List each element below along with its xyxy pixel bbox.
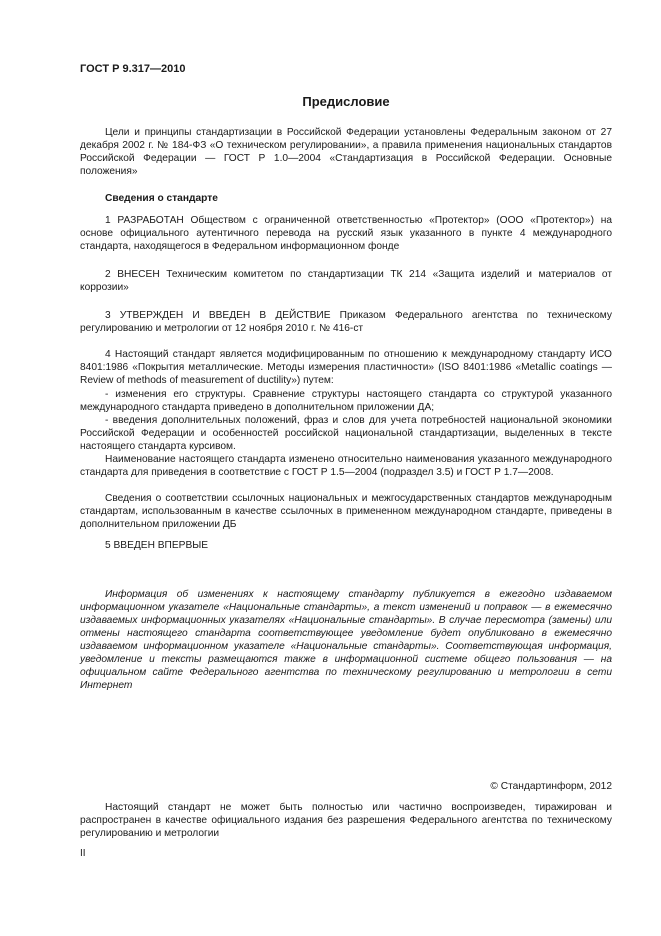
info-notice: Информация об изменениях к настоящему стандарту публикуется в ежегодно издаваемом информационном указателе «Национальные стандарты», а текст изменений и поправок — в ежемесячно издаваемых информационных указателях «Национальные стандарты». В случае пересмотра (замены) или отмены настоящего стандарта соответствующее уведомление будет опубликовано в ежемесячно издаваемом информационном указателе «Национальные стандарты». Соответствующая информация, уведомление и тексты размещаются также в информационной системе общего пользования — на официальном сайте Федерального агентства по техническому регулированию и метрологии в сети Интернет <box>80 589 612 691</box>
item-2: 2 ВНЕСЕН Техническим комитетом по стандартизации ТК 214 «Защита изделий и материалов от коррозии» <box>80 269 612 293</box>
item-4-sub-a: - изменения его структуры. Сравнение структуры настоящего стандарта со структурой указанного международного стандарта приведено в дополнительном приложении ДА; <box>80 389 612 413</box>
intro-paragraph: Цели и принципы стандартизации в Российской Федерации установлены Федеральным законом от 27 декабря 2002 г. № 184-ФЗ «О техническом регулировании», а правила применения национальных стандартов Российской Федерации — ГОСТ Р 1.0—2004 «Стандартизация в Российской Федерации. Основные положения» <box>80 127 612 177</box>
page-title: Предисловие <box>302 94 390 109</box>
reproduction-notice: Настоящий стандарт не может быть полностью или частично воспроизведен, тиражирован и распространен в качестве официального издания без разрешения Федерального агентства по техническому регулированию и метрологии <box>80 802 612 839</box>
item-1: 1 РАЗРАБОТАН Обществом с ограниченной ответственностью «Протектор» (ООО «Протектор») на основе официального аутентичного перевода на русский язык указанного в пункте 4 международного стандарта, находящегося в Федеральном информационном фонде <box>80 215 612 252</box>
item-4-sub-d: Сведения о соответствии ссылочных национальных и межгосударственных стандартов международным стандартам, использованным в качестве ссылочных в примененном международном стандарте, приведены в дополнительном приложении ДБ <box>80 493 612 530</box>
copyright: © Стандартинформ, 2012 <box>490 781 612 792</box>
item-4-sub-b: - введения дополнительных положений, фраз и слов для учета потребностей национальной экономики Российской Федерации и особенностей российской национальной стандартизации, выделенных в тексте настоящего стандарта курсивом. <box>80 415 612 452</box>
section-heading: Сведения о стандарте <box>105 193 218 204</box>
item-5: 5 ВВЕДЕН ВПЕРВЫЕ <box>105 540 209 551</box>
item-3: 3 УТВЕРЖДЕН И ВВЕДЕН В ДЕЙСТВИЕ Приказом Федерального агентства по техническому регулированию и метрологии от 12 ноября 2010 г. № 416-ст <box>80 310 612 334</box>
page-number: II <box>80 848 86 859</box>
item-4-sub-c: Наименование настоящего стандарта изменено относительно наименования указанного международного стандарта для приведения в соответствие с ГОСТ Р 1.5—2004 (подраздел 3.5) и ГОСТ Р 1.7—2008. <box>80 454 612 478</box>
document-header: ГОСТ Р 9.317—2010 <box>80 63 186 75</box>
item-4: 4 Настоящий стандарт является модифицированным по отношению к международному стандарту ИСО 8401:1986 «Покрытия металлические. Методы измерения пластичности» (ISO 8401:1986 «Metallic coatings — Review of methods of measurement of ductility») путем: <box>80 349 612 386</box>
